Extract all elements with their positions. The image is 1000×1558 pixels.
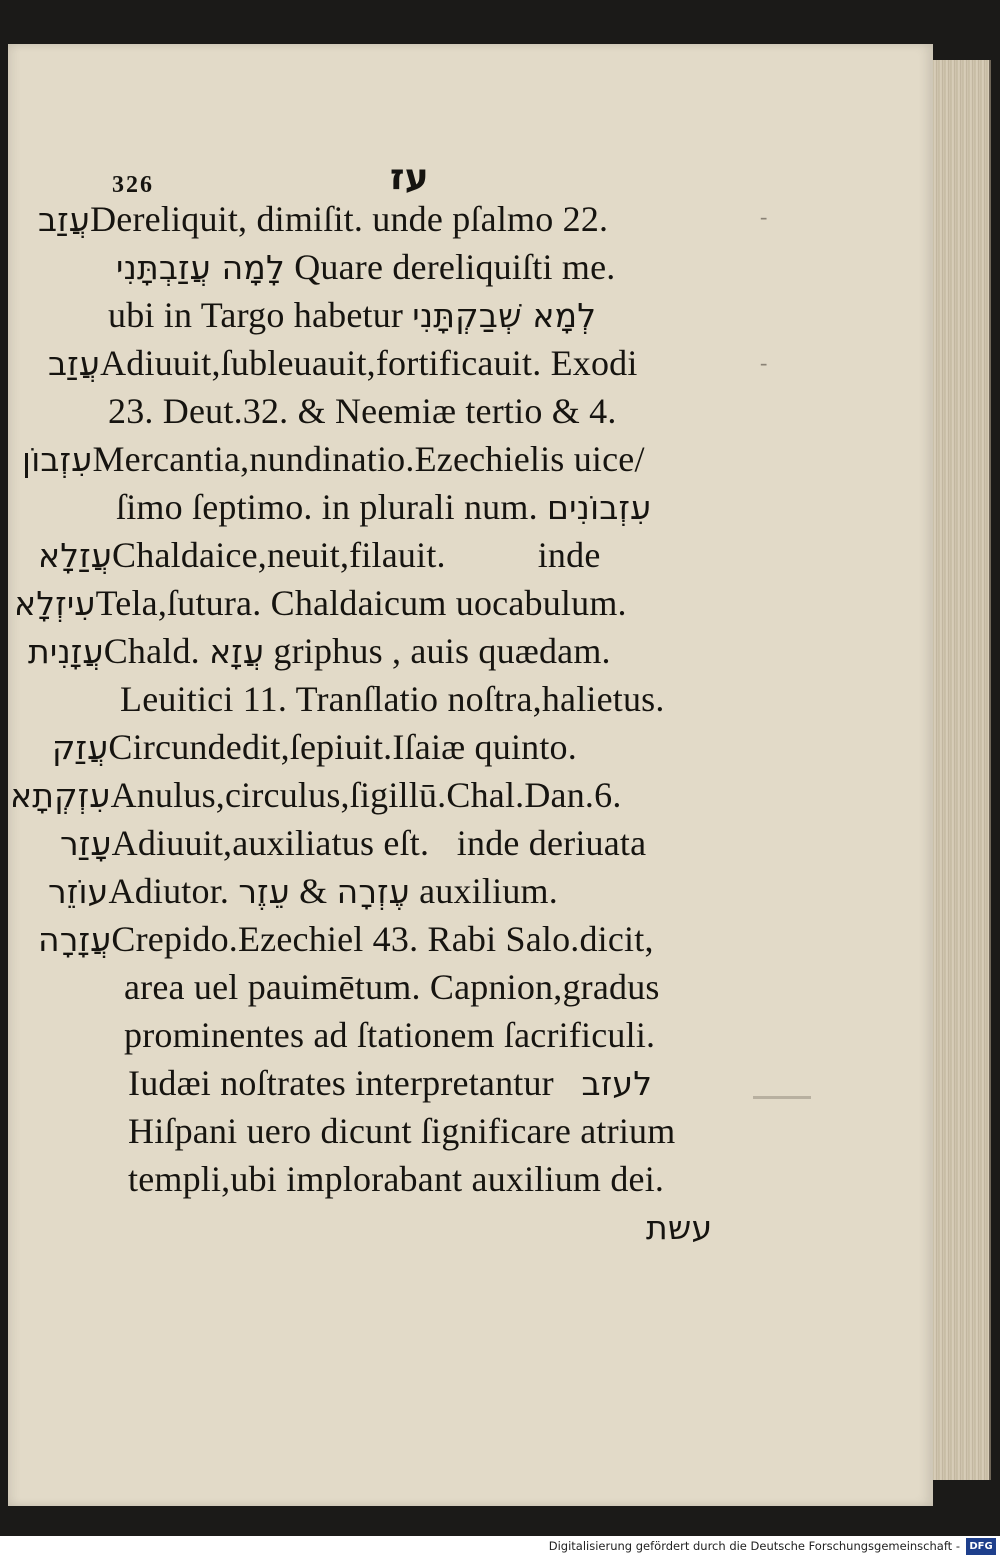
hebrew-headword: עָזַר <box>60 824 112 863</box>
entry-text: ubi in Targo habetur <box>108 295 404 335</box>
entry-text: Anulus,circulus,ſigillū.Chal.Dan.6. <box>110 775 622 815</box>
entry-text: griphus , auis quædam. <box>273 631 611 671</box>
entry-line <box>116 484 651 531</box>
entry-text: 23. Deut.32. & Neemiæ tertio & 4. <box>108 391 617 431</box>
entry-line <box>128 1060 652 1107</box>
entry-line <box>52 724 577 771</box>
hebrew-headword: עֲזָנִית <box>28 632 104 671</box>
entry-line <box>108 388 617 434</box>
entry-line <box>38 916 654 963</box>
entry-text: Adiutor. <box>108 871 230 911</box>
hebrew-phrase: לָמָה עֲזַבְתָּנִי <box>116 248 285 287</box>
entry-text: Chaldaice,neuit,filauit. inde <box>112 535 601 575</box>
entry-text: Dereliquit, dimiſit. unde pſalmo 22. <box>90 199 609 239</box>
entry-line <box>128 1156 664 1202</box>
entry-line <box>38 532 601 579</box>
page-text <box>8 44 933 1506</box>
ampersand: & <box>299 871 328 911</box>
entry-text: prominentes ad ſtationem ſacrificuli. <box>124 1015 656 1055</box>
margin-mark <box>753 1096 811 1099</box>
entry-line <box>48 340 638 387</box>
hebrew-word: עֵזֶר <box>238 872 290 911</box>
entry-line <box>120 676 665 722</box>
running-head: עז <box>390 157 429 198</box>
book-page <box>8 44 933 1506</box>
hebrew-headword: עֲזַק <box>52 728 109 767</box>
page-number: 326 <box>112 172 154 198</box>
entry-text: Chald. <box>103 631 200 671</box>
margin-mark: - <box>760 204 768 229</box>
entry-line <box>124 964 660 1010</box>
dfg-logo: DFG <box>966 1538 996 1555</box>
entry-line <box>60 820 646 867</box>
hebrew-headword: עֲזַלָא <box>38 536 113 575</box>
entry-line <box>108 292 596 339</box>
entry-line <box>38 196 608 243</box>
entry-text: Circundedit,ſepiuit.Iſaiæ quinto. <box>108 727 577 767</box>
hebrew-word: עֶזְרָה <box>336 872 410 911</box>
hebrew-headword: עֲזַב <box>48 344 101 383</box>
entry-line <box>48 868 558 915</box>
hebrew-headword: עֲזַב <box>38 200 91 239</box>
entry-line <box>22 436 645 483</box>
entry-text: ſimo ſeptimo. in plurali num. <box>116 487 538 527</box>
hebrew-headword: עִיזְלָא <box>14 584 96 623</box>
entry-text: auxilium. <box>419 871 558 911</box>
entry-text: Adiuuit,ſubleuauit,fortificauit. Exodi <box>100 343 638 383</box>
entry-text: Iudæi noſtrates interpretantur <box>128 1063 554 1103</box>
entry-text: Hiſpani uero dicunt ſignificare atrium <box>128 1111 676 1151</box>
entry-line <box>10 772 622 819</box>
entry-text: Leuitici 11. Tranſlatio noſtra,halietus. <box>120 679 665 719</box>
hebrew-phrase: לעזב <box>581 1064 653 1103</box>
entry-line <box>28 628 611 675</box>
footer-bar <box>0 1536 1000 1558</box>
catchword: עשת <box>646 1208 713 1247</box>
entry-line <box>124 1012 655 1058</box>
hebrew-headword: עוֹזֵר <box>48 872 109 911</box>
hebrew-phrase: עִזְבוֹנִים <box>546 488 652 527</box>
hebrew-headword: עֲזָרָה <box>38 920 112 959</box>
hebrew-word: עֲזָא <box>209 632 265 671</box>
entry-line <box>116 244 615 291</box>
margin-mark: - <box>760 350 768 375</box>
entry-line <box>14 580 627 627</box>
hebrew-headword: עִזְבוֹן <box>22 440 93 479</box>
digitization-credit: Digitalisierung gefördert durch die Deutsche Forschungsgemeinschaft - <box>548 1539 960 1553</box>
entry-text: Tela,ſutura. Chaldaicum uocabulum. <box>95 583 627 623</box>
entry-text: templi,ubi implorabant auxilium dei. <box>128 1159 665 1199</box>
entry-text: Crepido.Ezechiel 43. Rabi Salo.dicit, <box>111 919 654 959</box>
entry-text: Quare dereliquiſti me. <box>294 247 616 287</box>
entry-text: Adiuuit,auxiliatus eſt. inde deriuata <box>111 823 647 863</box>
hebrew-phrase: לְמָא שְׁבַקְתָּנִי <box>412 296 597 335</box>
entry-line <box>128 1108 675 1154</box>
entry-text: Mercantia,nundinatio.Ezechielis uice/ <box>92 439 645 479</box>
hebrew-headword: עִזְקְתָא <box>10 776 111 815</box>
book-page-edges <box>931 60 991 1480</box>
entry-text: area uel pauimētum. Capnion,gradus <box>124 967 660 1007</box>
